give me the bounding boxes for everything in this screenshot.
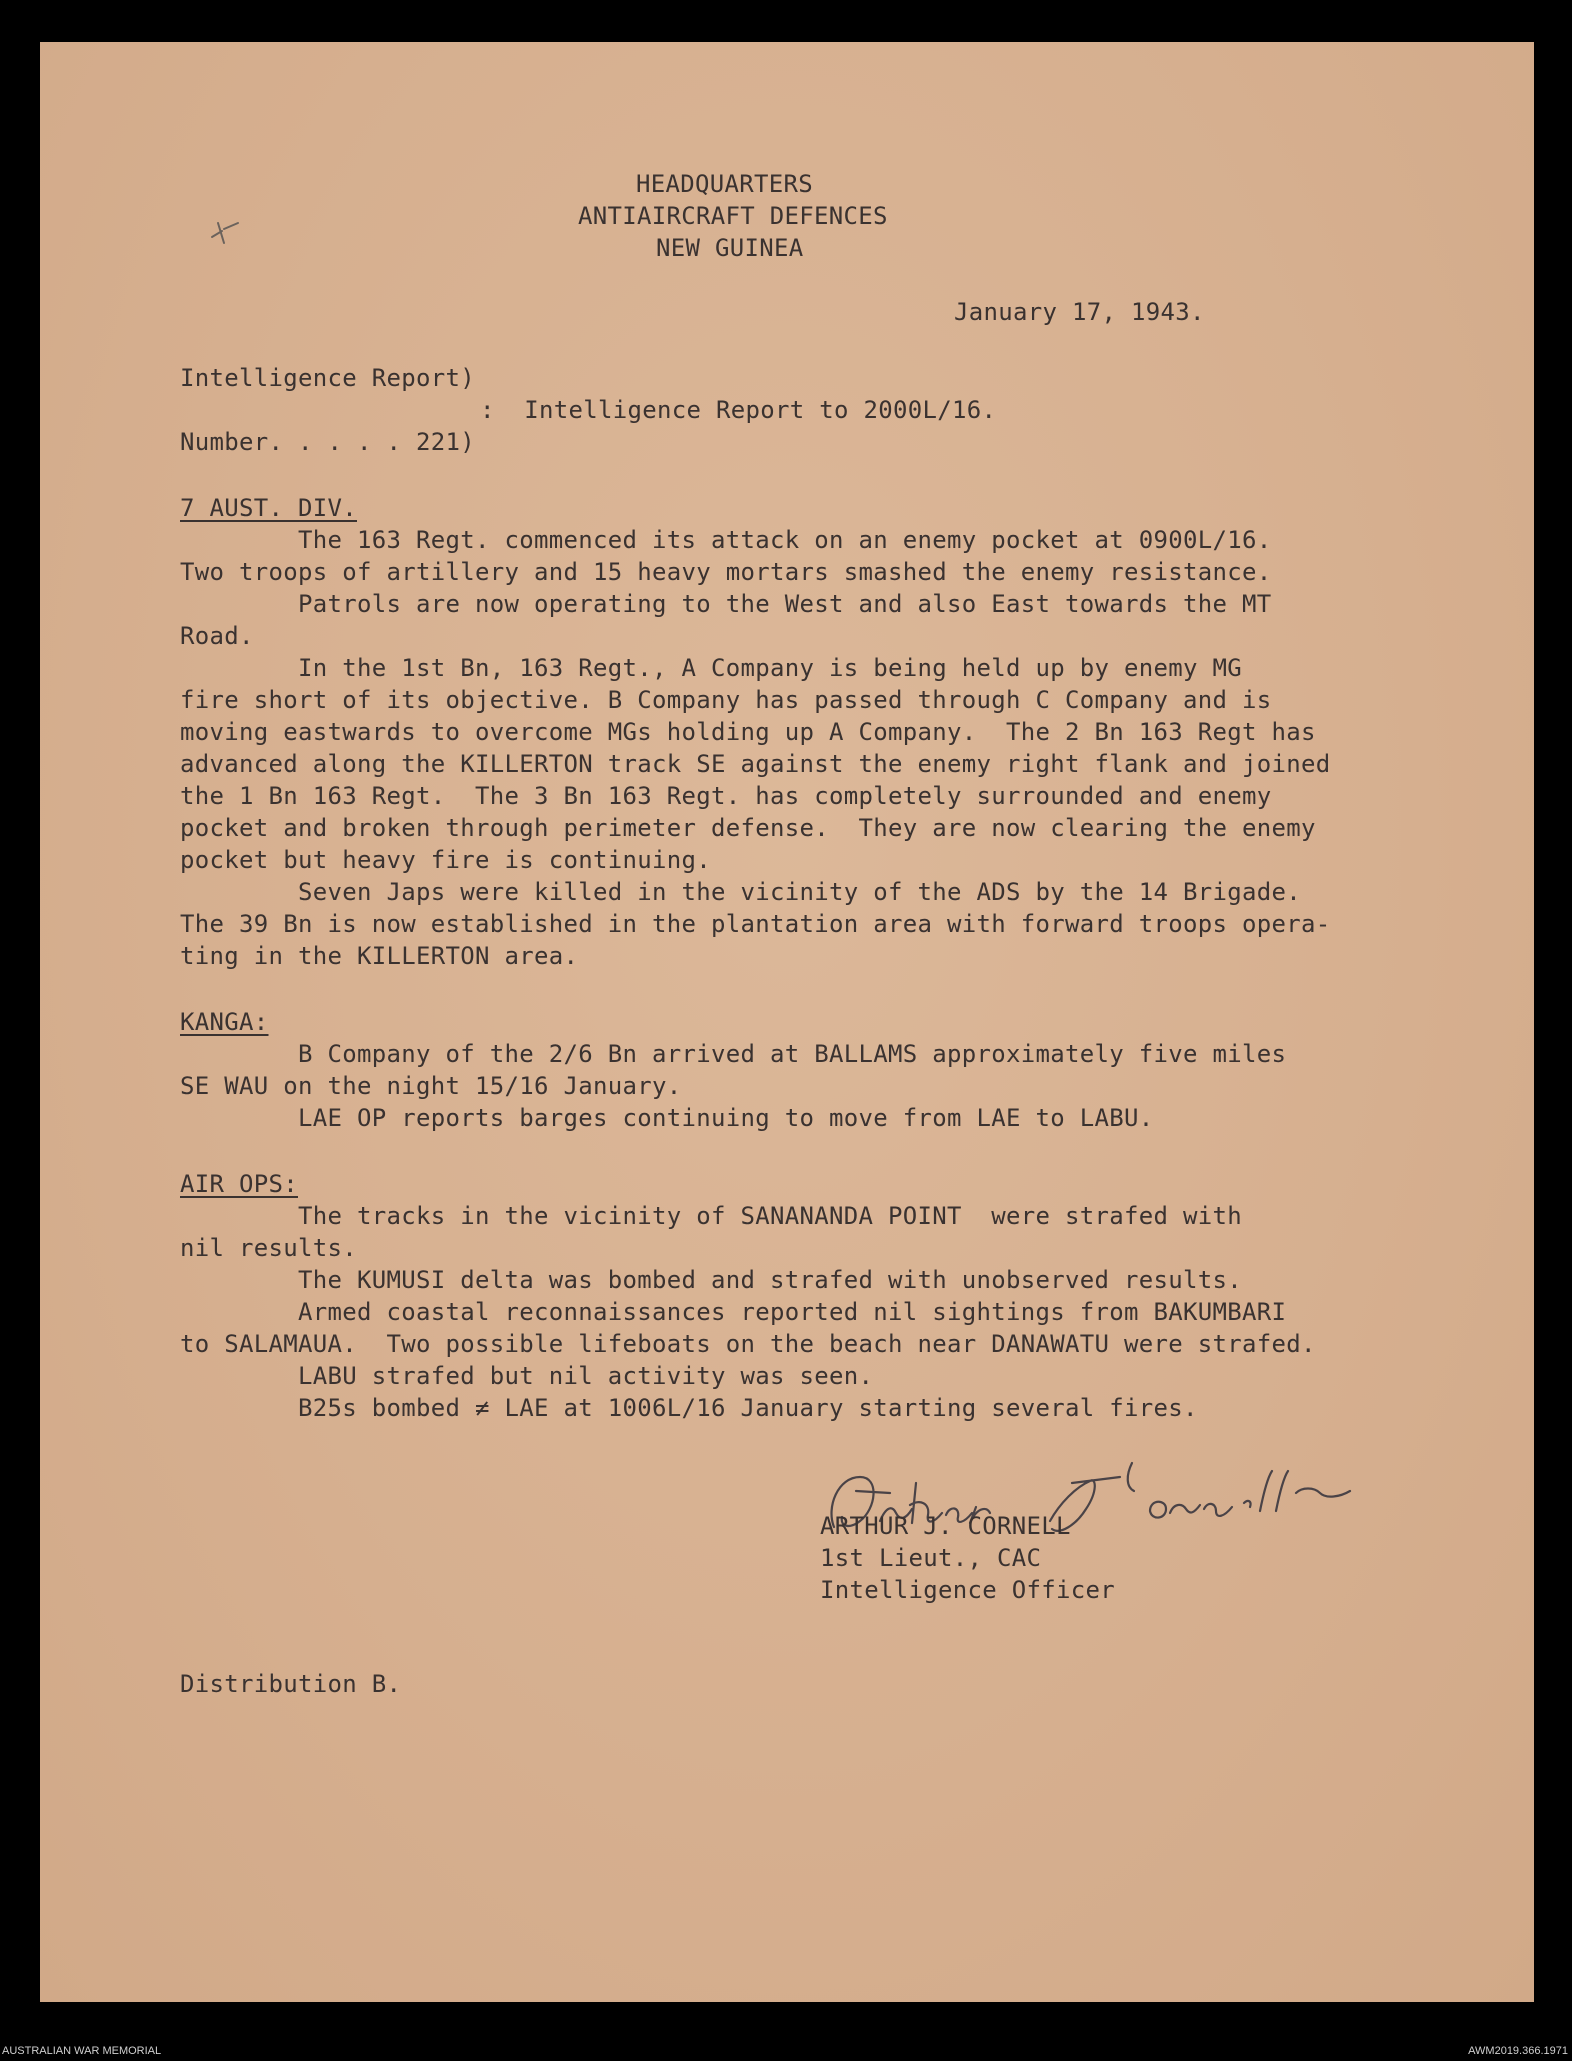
aust-line: Two troops of artillery and 15 heavy mortars smashed the enemy resistance. [180,558,1272,586]
kanga-line: LAE OP reports barges continuing to move from LAE to LABU. [180,1104,1154,1132]
section-heading-air-ops: AIR OPS: [180,1170,298,1198]
aust-line: pocket and broken through perimeter defense. They are now clearing the enemy [180,814,1316,842]
header-line-2: ANTIAIRCRAFT DEFENCES [578,202,888,230]
aust-line: Seven Japs were killed in the vicinity of the ADS by the 14 Brigade. [180,878,1301,906]
signatory-rank: 1st Lieut., CAC [820,1544,1042,1572]
aust-line: fire short of its objective. B Company has passed through C Company and is [180,686,1272,714]
airops-line: B25s bombed ≠ LAE at 1006L/16 January starting several fires. [180,1394,1198,1422]
airops-line: Armed coastal reconnaissances reported nil sightings from BAKUMBARI [180,1298,1287,1326]
airops-line: to SALAMAUA. Two possible lifeboats on the beach near DANAWATU were strafed. [180,1330,1316,1358]
kanga-line: SE WAU on the night 15/16 January. [180,1072,682,1100]
airops-line: The tracks in the vicinity of SANANANDA POINT were strafed with [180,1202,1242,1230]
signatory-name: ARTHUR J. CORNELL [820,1512,1071,1540]
signatory-title: Intelligence Officer [820,1576,1115,1604]
aust-line: In the 1st Bn, 163 Regt., A Company is being held up by enemy MG [180,654,1242,682]
airops-line: nil results. [180,1234,357,1262]
aust-line: advanced along the KILLERTON track SE against the enemy right flank and joined [180,750,1331,778]
kanga-line: B Company of the 2/6 Bn arrived at BALLAMS approximately five miles [180,1040,1287,1068]
aust-line: The 163 Regt. commenced its attack on an enemy pocket at 0900L/16. [180,526,1272,554]
aust-line: the 1 Bn 163 Regt. The 3 Bn 163 Regt. has completely surrounded and enemy [180,782,1272,810]
aust-line: Patrols are now operating to the West and also East towards the MT [180,590,1272,618]
aust-line: ting in the KILLERTON area. [180,942,579,970]
report-ref-line-3: Number. . . . . 221) [180,428,475,456]
airops-line: LABU strafed but nil activity was seen. [180,1362,874,1390]
pencil-mark-icon [208,217,248,247]
footer-credit-left: AUSTRALIAN WAR MEMORIAL [2,2045,162,2057]
section-heading-kanga: KANGA: [180,1008,269,1036]
header-line-1: HEADQUARTERS [636,170,813,198]
aust-line: pocket but heavy fire is continuing. [180,846,711,874]
document-page [40,42,1534,2002]
report-date: January 17, 1943. [954,298,1205,326]
aust-line: moving eastwards to overcome MGs holding up A Company. The 2 Bn 163 Regt has [180,718,1316,746]
section-heading-aust-div: 7 AUST. DIV. [180,494,357,522]
aust-line: The 39 Bn is now established in the plantation area with forward troops opera- [180,910,1331,938]
report-ref-line-1: Intelligence Report) [180,364,475,392]
report-ref-line-2: : Intelligence Report to 2000L/16. [480,396,997,424]
header-line-3: NEW GUINEA [656,234,804,262]
aust-line: Road. [180,622,254,650]
distribution-note: Distribution B. [180,1670,402,1698]
footer-accession-number: AWM2019.366.1971 [1468,2045,1568,2057]
airops-line: The KUMUSI delta was bombed and strafed with unobserved results. [180,1266,1242,1294]
